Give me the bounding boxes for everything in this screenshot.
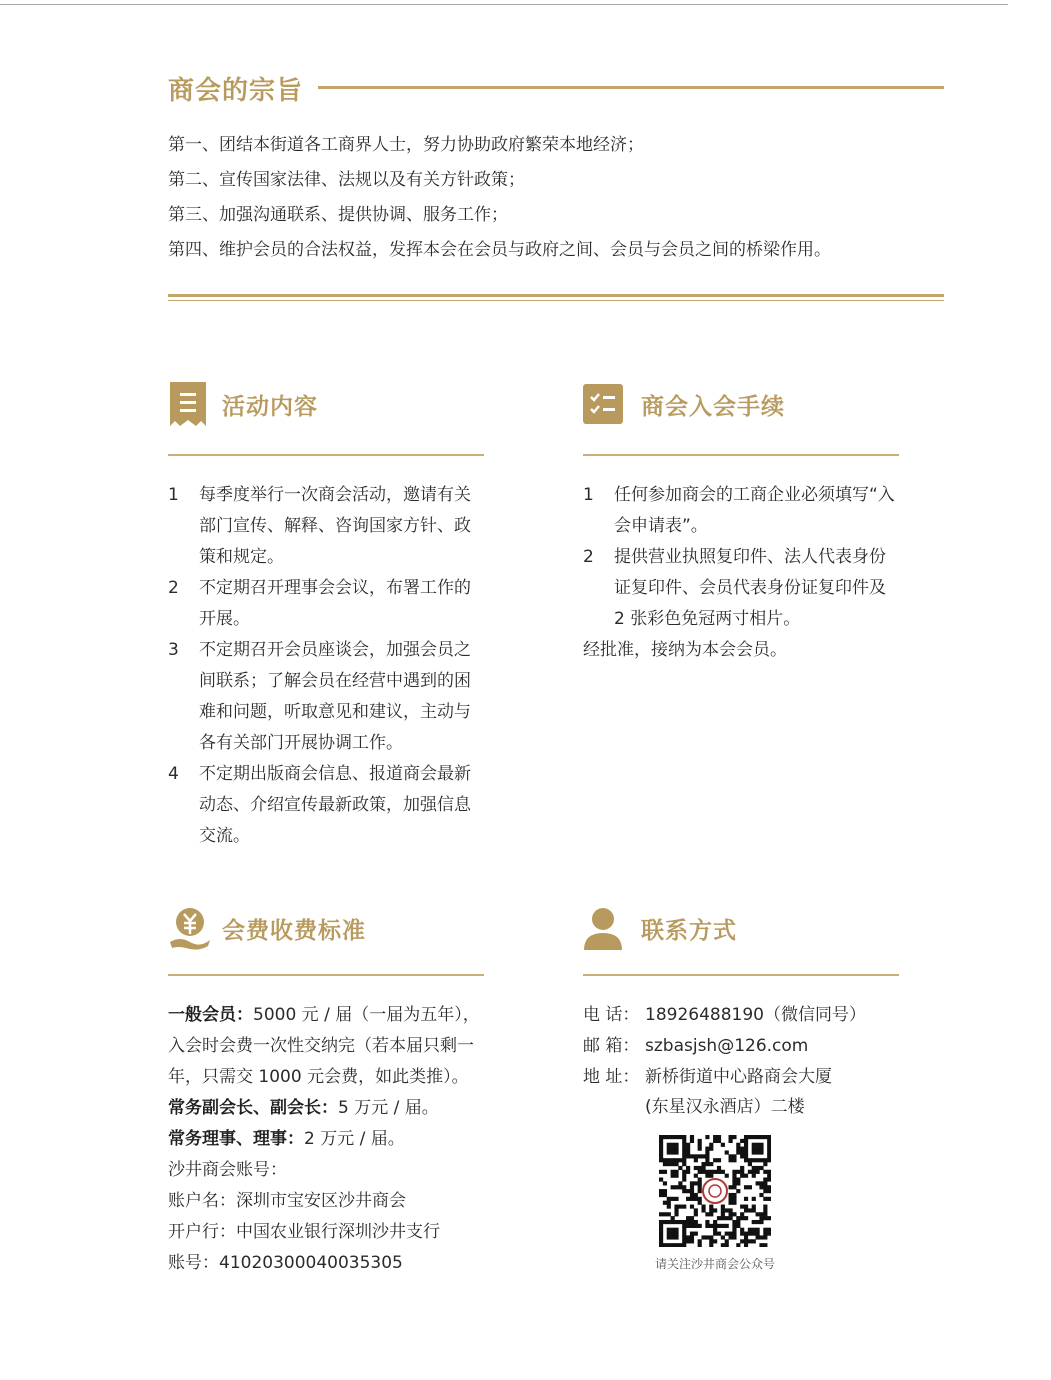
fees-title: 会费收费标准 [222, 918, 366, 944]
section-divider [168, 294, 944, 297]
item-line: 交流。 [199, 826, 250, 846]
contact-rule [583, 974, 899, 976]
item-line: 会申请表”。 [614, 516, 708, 536]
activities-rule [168, 454, 484, 456]
item-line: 难和问题，听取意见和建议，主动与 [199, 702, 471, 722]
mission-item: 第二、宣传国家法律、法规以及有关方针政策； [168, 170, 525, 190]
email-value: szbasjsh@126.com [645, 1036, 809, 1056]
item-line: 不定期召开会员座谈会，加强会员之 [199, 640, 471, 660]
address-row [583, 1062, 903, 1093]
list-item [583, 542, 903, 635]
general-member-row [168, 1000, 498, 1031]
general-member-value: 5000 元 / 届（一届为五年）， [253, 1005, 480, 1025]
director-label: 常务理事、理事： [168, 1129, 304, 1149]
vp-label: 常务副会长、副会长： [168, 1098, 338, 1118]
list-item [168, 635, 488, 759]
fees-section [168, 906, 484, 1286]
procedure-rule [583, 454, 899, 456]
contact-list [583, 1000, 903, 1122]
account-title: 沙井商会账号： [168, 1160, 287, 1180]
qr-caption: 请关注沙井商会公众号 [654, 1257, 775, 1271]
activities-header [168, 382, 484, 438]
item-number: 2 [583, 547, 594, 567]
contact-header [583, 906, 899, 962]
address-label: 地 址： [583, 1067, 640, 1087]
phone-label: 电 话： [583, 1005, 640, 1025]
item-line: 动态、介绍宣传最新政策，加强信息 [199, 795, 471, 815]
phone-row [583, 1000, 903, 1031]
item-line: 任何参加商会的工商企业必须填写“入 [614, 485, 895, 505]
item-number: 2 [168, 578, 179, 598]
email-row [583, 1031, 903, 1062]
vp-row [168, 1093, 498, 1124]
receipt-icon [168, 382, 208, 426]
person-icon [583, 906, 623, 950]
list-item [168, 480, 488, 573]
contact-section [583, 906, 899, 1136]
email-label: 邮 箱： [583, 1036, 640, 1056]
qr-code [659, 1135, 771, 1247]
procedure-title: 商会入会手续 [641, 394, 785, 420]
general-member-note: 年，只需交 1000 元会费，如此类推）。 [168, 1067, 469, 1087]
mission-item: 第一、团结本街道各工商界人士，努力协助政府繁荣本地经济； [168, 135, 644, 155]
top-rule [0, 4, 1008, 5]
address-value: 新桥街道中心路商会大厦 [645, 1067, 832, 1087]
qr-code-image [659, 1135, 771, 1247]
item-number: 3 [168, 640, 179, 660]
item-line: 部门宣传、解释、咨询国家方针、政 [199, 516, 471, 536]
yuan-hand-icon [168, 906, 212, 952]
item-line: 开展。 [199, 609, 250, 629]
general-member-note: 入会时会费一次性交纳完（若本届只剩一 [168, 1036, 474, 1056]
item-line: 不定期出版商会信息、报道商会最新 [199, 764, 471, 784]
fees-header [168, 906, 484, 962]
activities-section [168, 382, 484, 862]
list-item [168, 759, 488, 852]
mission-item: 第三、加强沟通联系、提供协调、服务工作； [168, 205, 508, 225]
bank-name: 开户行：中国农业银行深圳沙井支行 [168, 1222, 440, 1242]
procedure-header [583, 382, 899, 438]
general-member-label: 一般会员： [168, 1005, 253, 1025]
activities-title: 活动内容 [222, 394, 318, 420]
address-value-cont: (东星汉永酒店）二楼 [645, 1097, 805, 1117]
mission-list [168, 128, 968, 268]
fees-rule [168, 974, 484, 976]
director-value: 2 万元 / 届。 [304, 1129, 405, 1149]
item-line: 证复印件、会员代表身份证复印件及 [614, 578, 886, 598]
activities-list [168, 480, 488, 852]
item-number: 4 [168, 764, 179, 784]
director-row [168, 1124, 498, 1155]
item-line: 每季度举行一次商会活动，邀请有关 [199, 485, 471, 505]
qr-logo-icon [703, 1179, 727, 1203]
phone-value: 18926488190（微信同号） [645, 1005, 866, 1025]
section-divider-thin [168, 300, 944, 301]
item-line: 策和规定。 [199, 547, 284, 567]
mission-title-rule [318, 86, 944, 89]
item-line: 间联系；了解会员在经营中遇到的困 [199, 671, 471, 691]
item-number: 1 [168, 485, 179, 505]
mission-item: 第四、维护会员的合法权益，发挥本会在会员与政府之间、会员与会员之间的桥梁作用。 [168, 240, 831, 260]
contact-title: 联系方式 [641, 918, 737, 944]
list-item [583, 480, 903, 542]
item-line: 各有关部门开展协调工作。 [199, 733, 403, 753]
procedure-section [583, 382, 899, 682]
item-line: 提供营业执照复印件、法人代表身份 [614, 547, 886, 567]
account-number: 账号：41020300040035305 [168, 1253, 403, 1273]
item-line: 不定期召开理事会会议，布署工作的 [199, 578, 471, 598]
mission-title: 商会的宗旨 [168, 76, 304, 106]
list-item [168, 573, 488, 635]
item-line: 2 张彩色免冠两寸相片。 [614, 609, 801, 629]
vp-value: 5 万元 / 届。 [338, 1098, 439, 1118]
procedure-footer: 经批准，接纳为本会会员。 [583, 640, 787, 660]
account-name: 账户名：深圳市宝安区沙井商会 [168, 1191, 406, 1211]
fees-body [168, 1000, 498, 1279]
checklist-icon [583, 382, 623, 426]
procedure-list [583, 480, 903, 666]
item-number: 1 [583, 485, 594, 505]
